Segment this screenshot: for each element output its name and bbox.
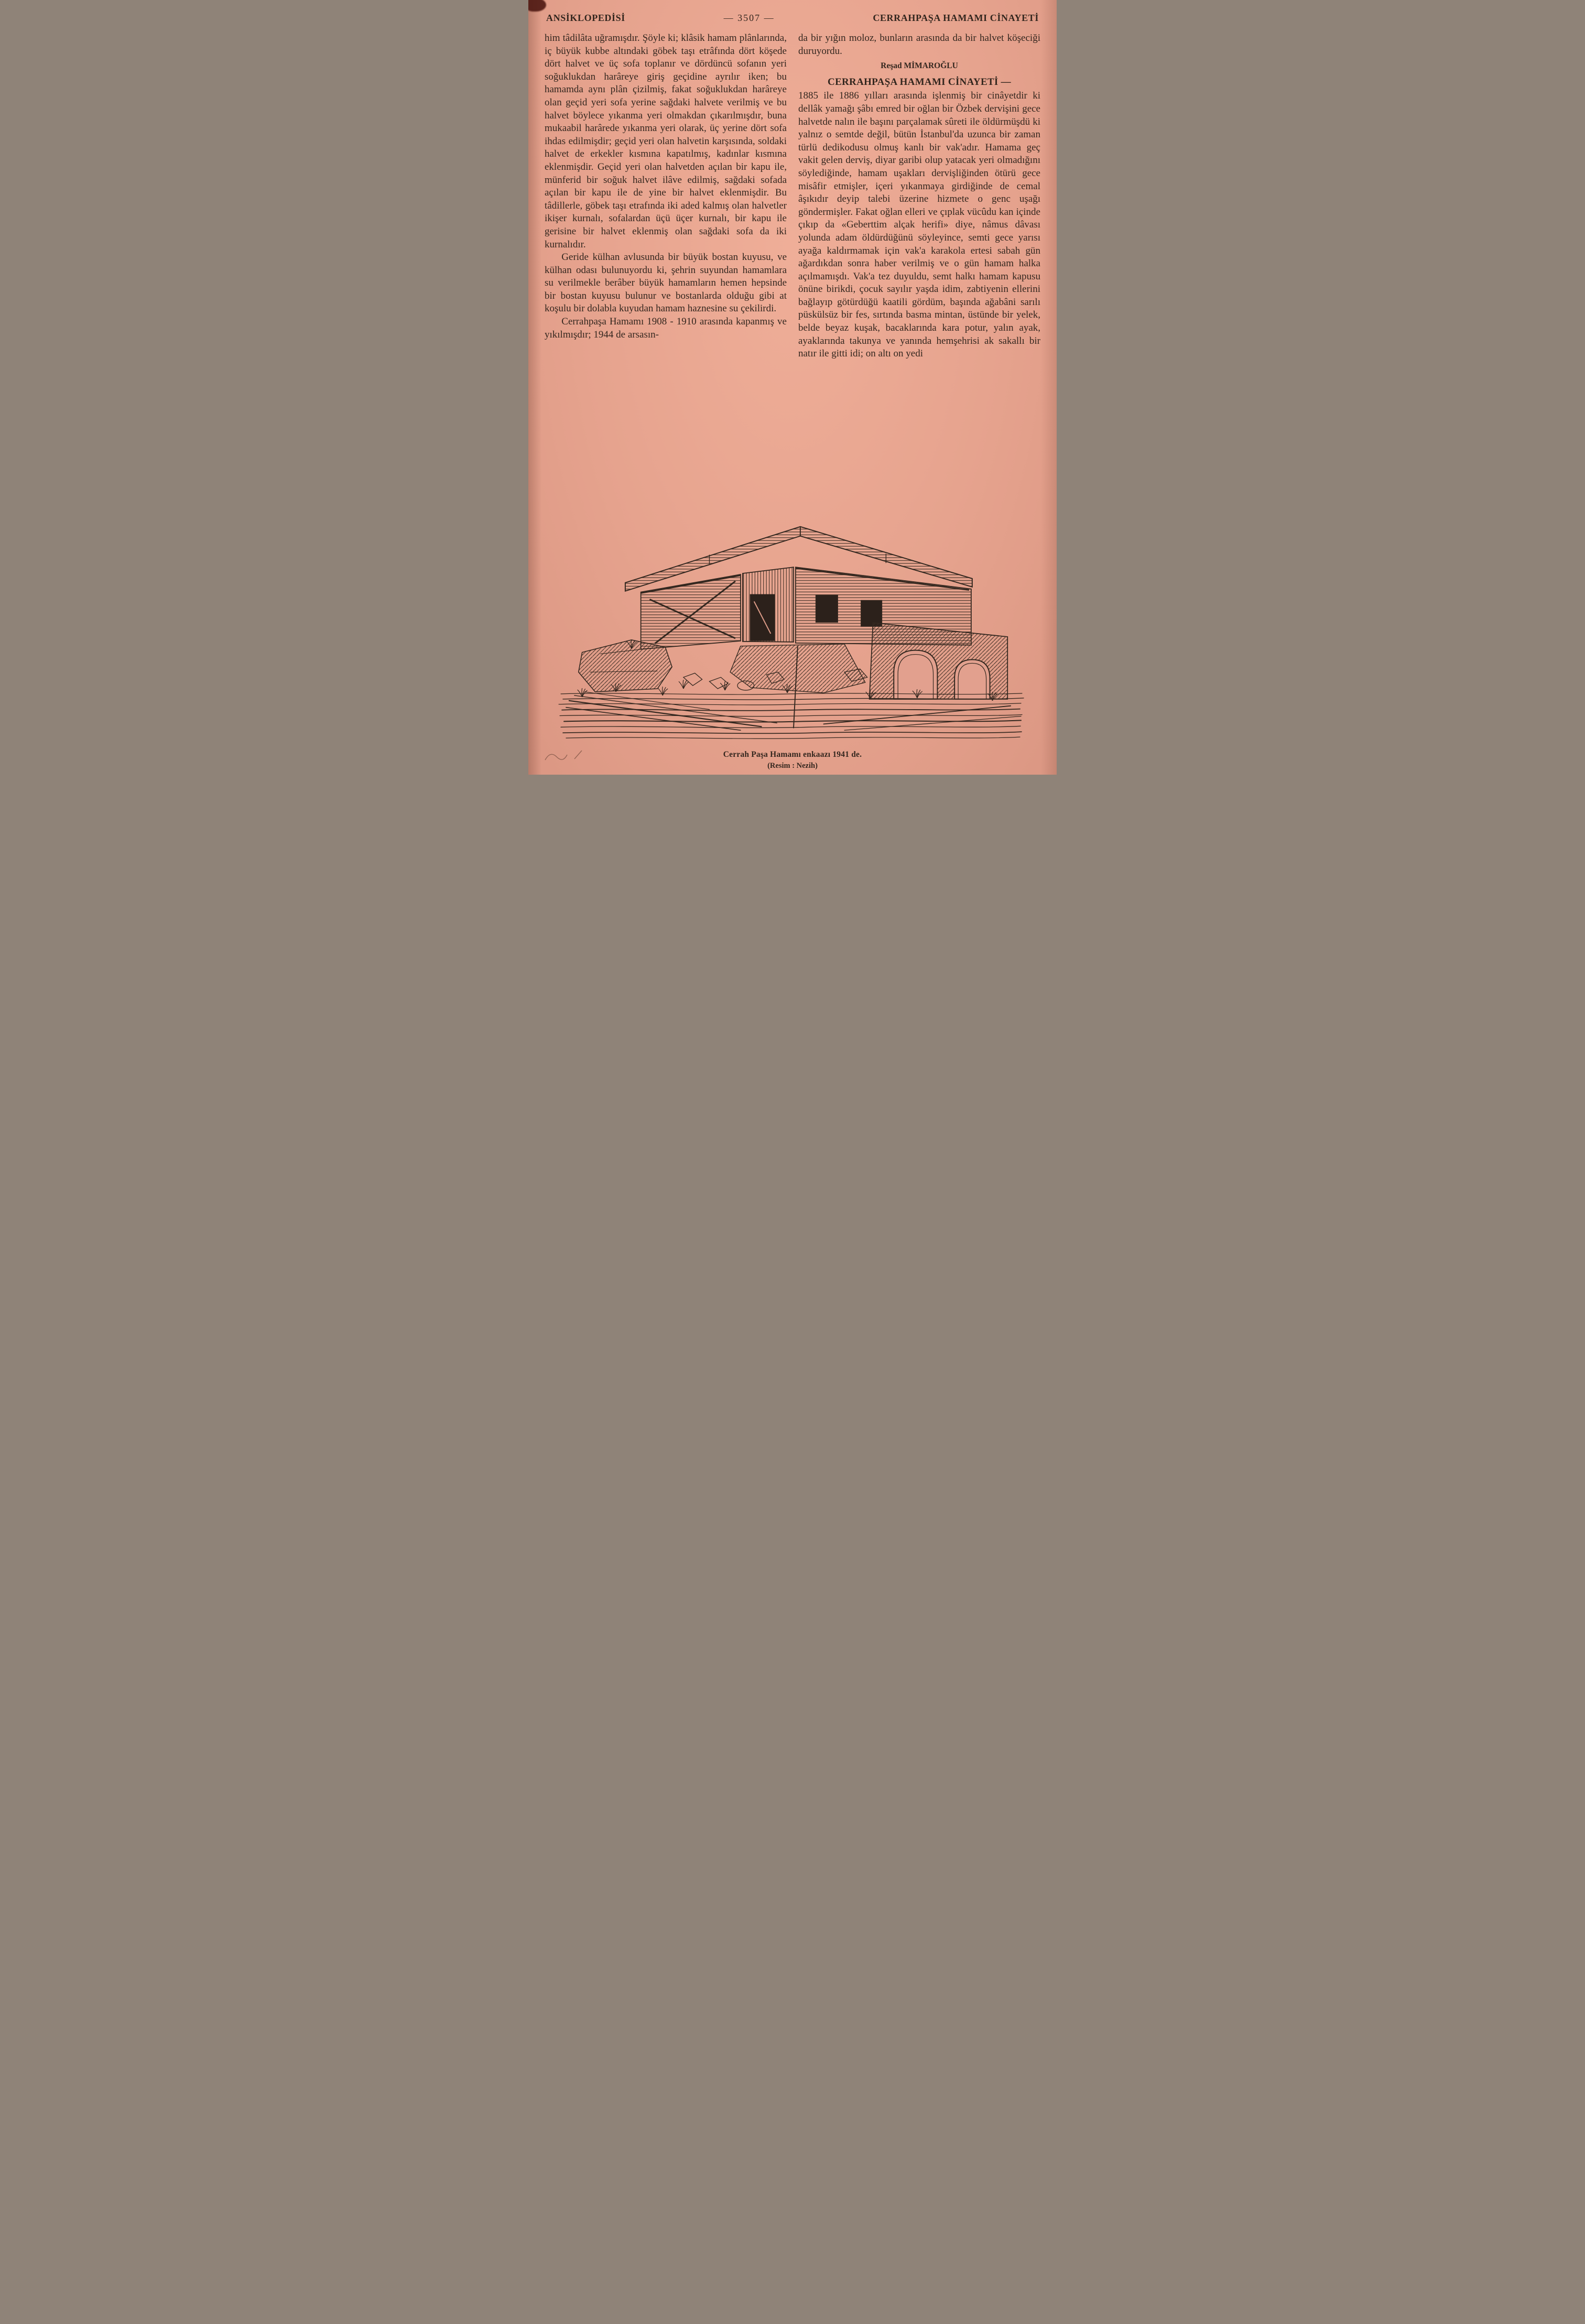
- paragraph: Geride külhan avlusunda bir büyük bostan kuyusu, ve külhan odası bulunuyordu ki, şehrin suyundan hamamlara su verilmekle berâber büyük hamamların hemen hepsinde bir bostan kuyusu bulunur ve bostanlarda olduğu gibi at koşulu bir dolabla kuyudan hamam haznesine su çekilirdi.: [545, 252, 787, 314]
- encyclopedia-page: [528, 0, 1057, 775]
- ruins-illustration: [553, 516, 1032, 745]
- pen-marks-artifact: [542, 743, 592, 765]
- paragraph: 1885 ile 1886 yılları arasında işlenmiş bir cinâyetdir ki dellâk yamağı şâbı emred bir oğlan bir Özbek dervişini gece halvetde nalın ile başını parçalamak sûreti ile öldürmüşdü ki yalnız o semtde değil, bütün İstanbul'da uzunca bir zaman türlü dedikodusu olmuş kanlı bir vak'adır. Hamama geç vakit gelen derviş, diyar garibi olup yatacak yeri olmadığını söylediğinde, hamam uşakları dervişliğinden ötürü gece misâfir etmişler, içeri yıkanmaya girdiğinde de cemal âşıkıdır deyip talebi üzerine hizmete o genc uşağı göndermişler. Fakat oğlan elleri ve çıplak vücûdu kan içinde çıkıp da «Geberttim alçak herifi» diye, nâmus dâvası yolunda adam öldürdüğünü söyleyince, semti gece yarısı ayağa kaldırmamak için vak'a karakola ertesi sabah gün ağardıkdan sonra haber verilmiş ve o gün hamam halka açılmamışdı. Vak'a tez duyuldu, semt halkı hamam kapusu önüne birikdi, çocuk sayılır yaşda idim, zabtiyenin ellerini bağlayıp götürdüğü kaatili gördüm, başında ağabâni sarılı püskülsüz bir fes, sırtında basma mintan, üstünde bir yelek, belde beyaz kuşak, bacaklarında kara potur, yalın ayak, ayaklarında takunya ve yanında hemşehrisi ak sakallı bir natır ile gitti idi; on altı on yedi: [798, 90, 1040, 360]
- paragraph: Cerrahpaşa Hamamı 1908 - 1910 arasında kapanmış ve yıkılmışdır; 1944 de arsasın-: [545, 316, 787, 340]
- arch-wall: [870, 623, 1008, 699]
- text-columns: [528, 24, 1057, 495]
- right-column: [798, 32, 1040, 495]
- left-column: [545, 32, 787, 495]
- ground: [559, 692, 1024, 739]
- paragraph-continuation: da bir yığın moloz, bunların arasında da bir halvet köşeciği duruyordu.: [798, 32, 1040, 57]
- running-title-right: CERRAHPAŞA HAMAMI CİNAYETİ: [873, 13, 1039, 23]
- page-number: — 3507 —: [723, 13, 775, 23]
- paragraph: him tâdilâta uğramışdır. Şöyle ki; klâsik hamam plânlarında, iç büyük kubbe altındaki göbek taşı etrâfında dört köşede dört halvet ve üç sofa toplanır ve dördüncü sofanın yeri soğuklukdan harâreye giriş geçidine ayrılır iken; bu hamamda aynı plân çizilmiş, fakat soğuklukdan harâreye olan geçid yeri sofa yerine sağdaki halvete verilmiş ve bu halvet böylece yıkanma yeri olmakdan çıkarılmışdır, buna mukaabil harârede yıkanma yeri olarak, üç yerine dört sofa ihdas edilmişdir; geçid yeri olan halvetin karşısında, soldaki halvet de erkekler kısmına kapatılmış, kadınlar kısmına eklenmişdir. Geçid yeri olan halvetden açılan bir kapu ile, münferid bir soğuk halvet ilâve edilmiş, sağdaki sofada açılan bir kapu ile de yine bir halvet eklenmişdir. Bu tâdillerle, göbek taşı etrafında iki aded kalmış olan halvetler ikişer kurnalı, sofalardan üçü üçer kurnalı, bir kapu ile gerisine bir halvet eklenmiş olan sağdaki sofa da iki kurnalıdır.: [545, 32, 787, 250]
- running-title-left: ANSİKLOPEDİSİ: [546, 13, 625, 23]
- page-header: [528, 0, 1057, 24]
- figure-block: [528, 516, 1057, 770]
- figure-caption: Cerrah Paşa Hamamı enkaazı 1941 de.: [723, 750, 862, 759]
- author-byline: Reşad MİMAROĞLU: [881, 61, 958, 71]
- article-heading: CERRAHPAŞA HAMAMI CİNAYETİ —: [828, 76, 1011, 88]
- figure-credit: (Resim : Nezih): [767, 762, 818, 770]
